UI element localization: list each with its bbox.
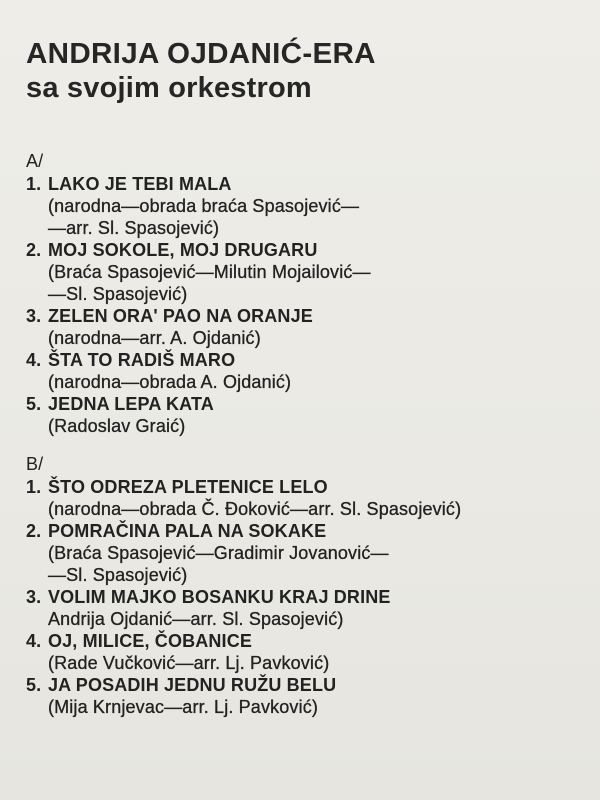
track-credits: (Braća Spasojević—Milutin Mojailović— bbox=[48, 262, 371, 282]
track-title: POMRAČINA PALA NA SOKAKE bbox=[48, 521, 327, 541]
track-number: 1. bbox=[26, 477, 42, 497]
track-credits: —Sl. Spasojević) bbox=[48, 284, 188, 304]
track-credits: —Sl. Spasojević) bbox=[48, 565, 188, 585]
artist-title: ANDRIJA OJDANIĆ-ERA bbox=[26, 38, 376, 70]
track-credits: (Rade Vučković—arr. Lj. Pavković) bbox=[48, 653, 330, 673]
track-credits: Andrija Ojdanić—arr. Sl. Spasojević) bbox=[48, 609, 344, 629]
track-credits: (narodna—obrada braća Spasojević— bbox=[48, 196, 360, 216]
track-title: JA POSADIH JEDNU RUŽU BELU bbox=[48, 675, 337, 695]
track-number: 5. bbox=[26, 394, 42, 414]
track-number: 4. bbox=[26, 631, 42, 651]
track-number: 1. bbox=[26, 174, 42, 194]
track-title: ŠTO ODREZA PLETENICE LELO bbox=[48, 477, 328, 497]
track-credits: (narodna—obrada A. Ojdanić) bbox=[48, 372, 292, 392]
track-number: 4. bbox=[26, 350, 42, 370]
track-credits: —arr. Sl. Spasojević) bbox=[48, 218, 220, 238]
track-credits: (Braća Spasojević—Gradimir Jovanović— bbox=[48, 543, 389, 563]
track-title: ZELEN ORA' PAO NA ORANJE bbox=[48, 306, 313, 326]
track-title: ŠTA TO RADIŠ MARO bbox=[48, 350, 236, 370]
track-credits: (Mija Krnjevac—arr. Lj. Pavković) bbox=[48, 697, 319, 717]
track-number: 3. bbox=[26, 587, 42, 607]
track-number: 3. bbox=[26, 306, 42, 326]
track-title: JEDNA LEPA KATA bbox=[48, 394, 214, 414]
subtitle: sa svojim orkestrom bbox=[26, 72, 312, 104]
track-title: MOJ SOKOLE, MOJ DRUGARU bbox=[48, 240, 318, 260]
track-title: LAKO JE TEBI MALA bbox=[48, 174, 232, 194]
track-credits: (narodna—arr. A. Ojdanić) bbox=[48, 328, 261, 348]
side-label: B/ bbox=[26, 454, 44, 474]
track-credits: (narodna—obrada Č. Đoković—arr. Sl. Spasojević) bbox=[48, 499, 462, 519]
side-label: A/ bbox=[26, 151, 44, 171]
track-number: 2. bbox=[26, 521, 42, 541]
track-credits: (Radoslav Graić) bbox=[48, 416, 186, 436]
track-title: OJ, MILICE, ČOBANICE bbox=[48, 631, 253, 651]
track-number: 5. bbox=[26, 675, 42, 695]
track-number: 2. bbox=[26, 240, 42, 260]
track-title: VOLIM MAJKO BOSANKU KRAJ DRINE bbox=[48, 587, 391, 607]
